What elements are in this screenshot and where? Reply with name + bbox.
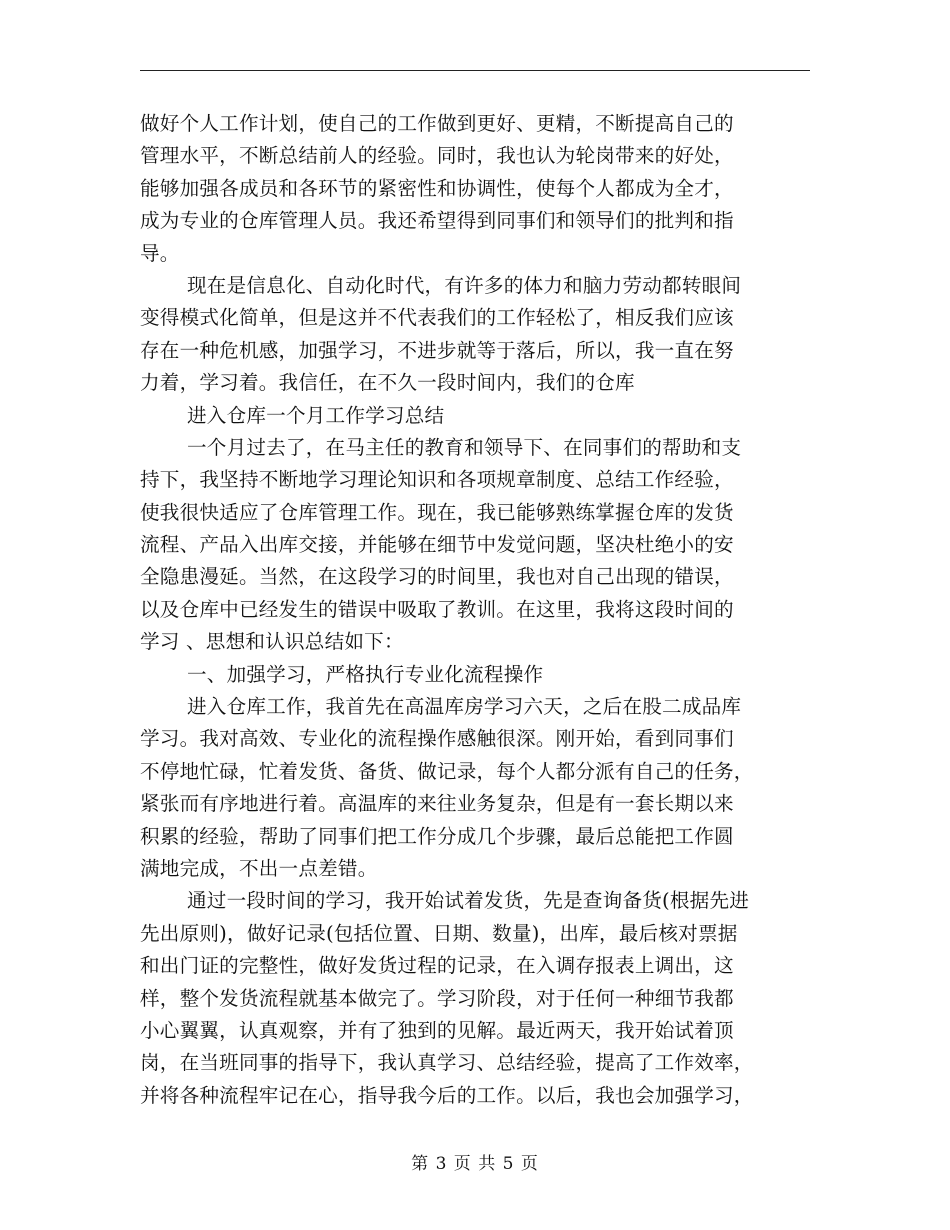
text-line: 小心翼翼，认真观察，并有了独到的见解。最近两天，我开始试着顶 [140,1018,734,1042]
text-line: 变得模式化简单，但是这并不代表我们的工作轻松了，相反我们应该 [140,306,734,330]
text-line: 全隐患漫延。当然，在这段学习的时间里，我也对自己出现的错误， [140,565,734,589]
document-body [140,108,812,1112]
text-line: 通过一段时间的学习，我开始试着发货，先是查询备货(根据先进 [187,889,750,913]
text-line: 样，整个发货流程就基本做完了。学习阶段，对于任何一种细节我都 [140,986,734,1010]
header-rule [140,70,810,71]
text-line: 以及仓库中已经发生的错误中吸取了教训。在这里，我将这段时间的 [140,597,734,621]
text-line: 一个月过去了，在马主任的教育和领导下、在同事们的帮助和支 [187,435,742,459]
page-number-label: 第 3 页 共 5 页 [411,1154,539,1174]
text-line: 力着，学习着。我信任，在不久一段时间内，我们的仓库 [140,371,635,395]
text-line: 紧张而有序地进行着。高温库的来往业务复杂，但是有一套长期以来 [140,792,734,816]
text-line: 并将各种流程牢记在心，指导我今后的工作。以后，我也会加强学习， [140,1083,754,1107]
text-line: 流程、产品入出库交接，并能够在细节中发觉问题，坚决杜绝小的安 [140,533,734,557]
text-line: 和出门证的完整性，做好发货过程的记录，在入调存报表上调出，这 [140,954,734,978]
text-line: 现在是信息化、自动化时代，有许多的体力和脑力劳动都转眼间 [187,273,742,297]
text-line: 不停地忙碌，忙着发货、备货、做记录，每个人都分派有自己的任务， [140,759,754,783]
text-line: 做好个人工作计划，使自己的工作做到更好、更精，不断提高自己的 [140,112,734,135]
text-line: 导。 [140,241,180,265]
text-line: 学习。我对高效、专业化的流程操作感触很深。刚开始，看到同事们 [140,727,734,751]
text-line: 学习 、思想和认识总结如下： [140,630,404,654]
text-line: 持下，我坚持不断地学习理论知识和各项规章制度、总结工作经验， [140,468,734,492]
text-line: 先出原则)，做好记录(包括位置、日期、数量)，出库，最后核对票据 [140,921,738,945]
text-line: 进入仓库一个月工作学习总结 [187,403,445,427]
text-line: 一、加强学习，严格执行专业化流程操作 [187,662,544,686]
text-line: 能够加强各成员和各环节的紧密性和协调性，使每个人都成为全才， [140,176,734,200]
text-line: 存在一种危机感，加强学习，不进步就等于落后，所以，我一直在努 [140,338,734,362]
text-line: 满地完成，不出一点差错。 [140,856,378,880]
page-footer [0,1152,950,1176]
text-line: 成为专业的仓库管理人员。我还希望得到同事们和领导们的批判和指 [140,209,734,233]
text-line: 积累的经验，帮助了同事们把工作分成几个步骤，最后总能把工作圆 [140,824,734,848]
text-line: 管理水平，不断总结前人的经验。同时，我也认为轮岗带来的好处， [140,144,734,168]
text-line: 使我很快适应了仓库管理工作。现在，我已能够熟练掌握仓库的发货 [140,500,734,524]
text-line: 进入仓库工作，我首先在高温库房学习六天，之后在股二成品库 [187,695,742,719]
text-line: 岗，在当班同事的指导下，我认真学习、总结经验，提高了工作效率， [140,1051,754,1075]
